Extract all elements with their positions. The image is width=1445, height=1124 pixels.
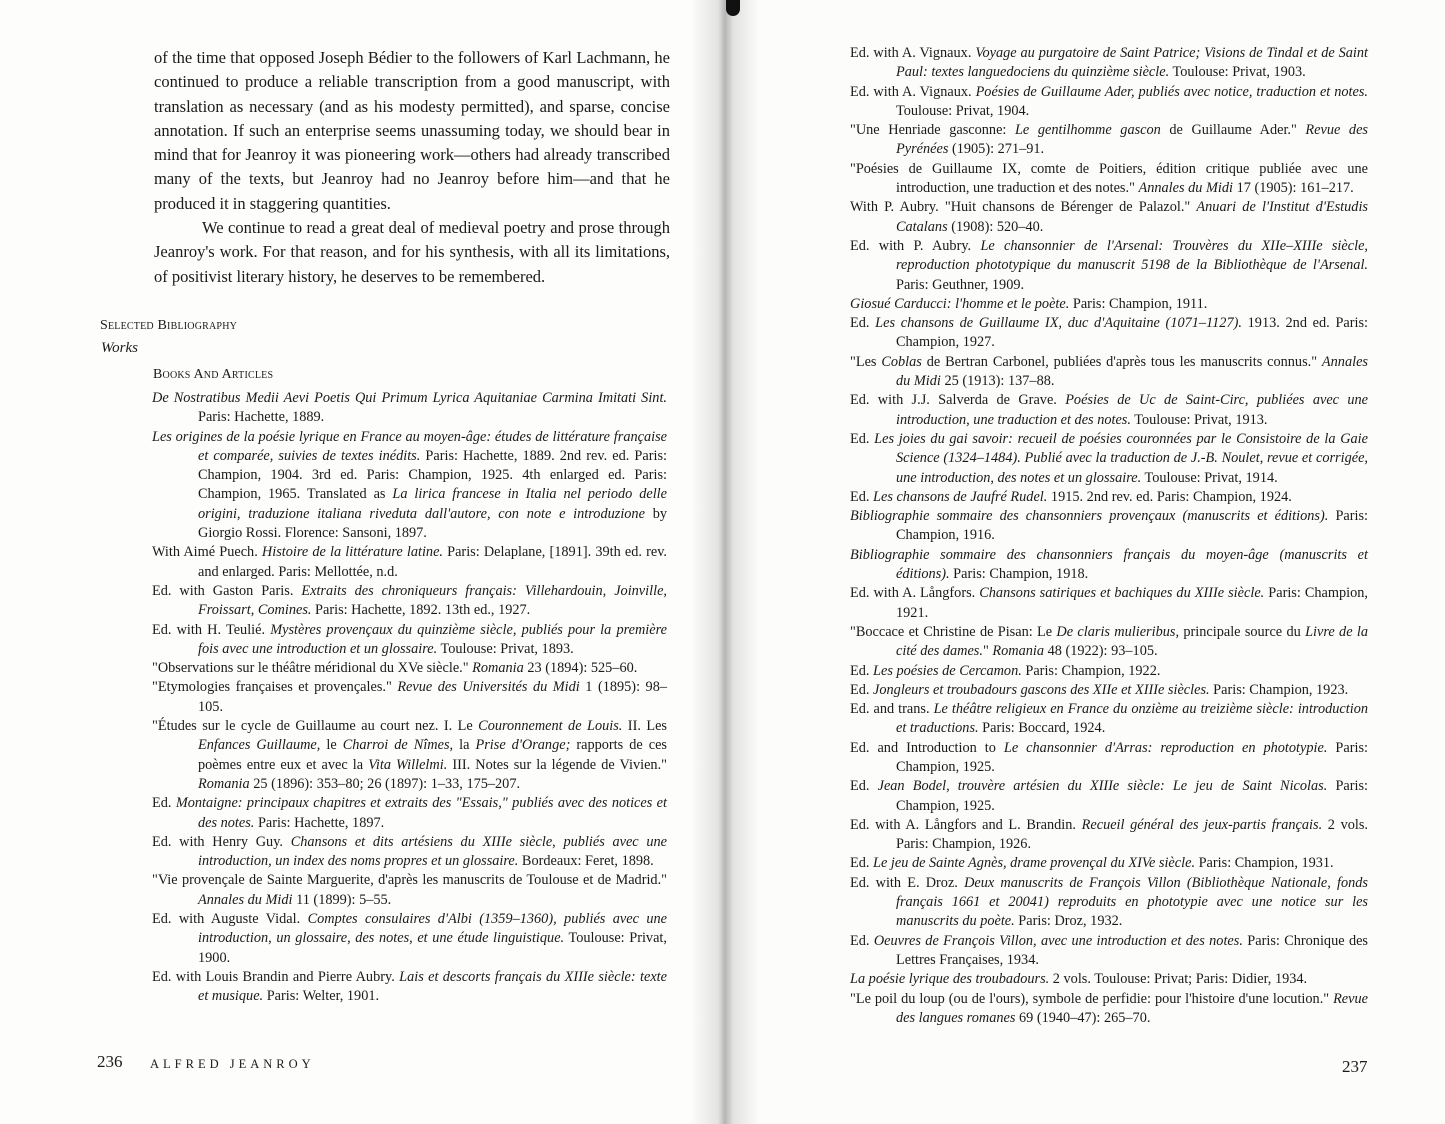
bibliography-entry: Ed. Les chansons de Guillaume IX, duc d'Aquitaine (1071–1127). 1913. 2nd ed. Paris: Champion, 1927.: [850, 315, 1369, 351]
bibliography-entry: Ed. Jean Bodel, trouvère artésien du XIIIe siècle: Le jeu de Saint Nicolas. Paris: Champion, 1925.: [850, 778, 1369, 814]
bibliography-entry: Ed. with H. Teulié. Mystères provençaux du quinzième siècle, publiés pour la première fois avec une introduction et un glossaire. Toulouse: Privat, 1893.: [152, 621, 667, 657]
bibliography-entry: "Études sur le cycle de Guillaume au court nez. I. Le Couronnement de Louis. II. Les Enfances Guillaume, le Charroi de Nîmes, la Prise d'Orange; rapports de ces poèmes entre eux et avec la Vita Willelmi. III. Notes sur la légende de Vivien." Romania 25 (1896): 353–80; 26 (1897): 1–33, 175–207.: [152, 718, 667, 792]
paragraph: We continue to read a great deal of medieval poetry and prose through Jeanroy's work. For that reason, and for his synthesis, with all its limitations, of positivist literary history, he deserves to be remembered.: [154, 218, 670, 286]
bibliography-entry: Ed. Les poésies de Cercamon. Paris: Champion, 1922.: [850, 662, 1161, 679]
paragraph: of the time that opposed Joseph Bédier to the followers of Karl Lachmann, he continued to produce a reliable transcription from a good manuscript, with translation as necessary (and as his modesty permitted), and sparse, concise annotation. If such an enterprise seems unassuming today, we should bear in mind that for Jeanroy it was pioneering work—others had already transcribed many of the texts, but Jeanroy had no Jeanroy before him—and that he produced it in staggering quantities.: [154, 48, 670, 213]
category-heading: Books And Articles: [153, 367, 274, 382]
section-heading: Selected Bibliography: [100, 318, 238, 333]
bibliography-entry: With P. Aubry. "Huit chansons de Bérenger de Palazol." Anuari de l'Institut d'Estudis Catalans (1908): 520–40.: [850, 199, 1368, 235]
bibliography-entry: "Etymologies françaises et provençales." Revue des Universités du Midi 1 (1895): 98–105.: [152, 679, 668, 715]
bibliography-entry: Ed. with Louis Brandin and Pierre Aubry. Lais et descorts français du XIIIe siècle: texte et musique. Paris: Welter, 1901.: [152, 968, 667, 1005]
bibliography-entry: Ed. with J.J. Salverda de Grave. Poésies de Uc de Saint-Circ, publiées avec une introduction, une traduction et des notes. Toulouse: Privat, 1913.: [850, 392, 1368, 428]
bibliography-entry: "Poésies de Guillaume IX, comte de Poitiers, édition critique publiée avec une introduction, une traduction et des notes." Annales du Midi 17 (1905): 161–217.: [850, 160, 1368, 197]
bibliography-entry: "Boccace et Christine de Pisan: Le De claris mulieribus, principale source du Livre de la cité des dames." Romania 48 (1922): 93–105.: [850, 623, 1368, 660]
bibliography-entry: "Une Henriade gasconne: Le gentilhomme gascon de Guillaume Ader." Revue des Pyrénées (1905): 271–91.: [850, 122, 1368, 158]
bibliography-entry: Ed. and trans. Le théâtre religieux en France du onzième au treizième siècle: introduction et traductions. Paris: Boccard, 1924.: [850, 701, 1368, 737]
bibliography-entry: Ed. with P. Aubry. Le chansonnier de l'Arsenal: Trouvères du XIIe–XIIIe siècle, reproduction phototypique du manuscrit 5198 de la Bibliothèque de l'Arsenal. Paris: Geuthner, 1909.: [850, 237, 1368, 293]
bibliography-list: [850, 44, 1368, 1028]
bibliography-entry: Giosué Carducci: l'homme et le poète. Paris: Champion, 1911.: [850, 295, 1208, 312]
subsection-heading: Works: [101, 340, 138, 356]
bibliography-entry: Bibliographie sommaire des chansonniers français du moyen-âge (manuscrits et éditions). Paris: Champion, 1918.: [850, 546, 1368, 583]
bibliography-entry: Ed. and Introduction to Le chansonnier d'Arras: reproduction en phototypie. Paris: Champion, 1925.: [850, 739, 1368, 775]
bibliography-entry: "Le poil du loup (ou de l'ours), symbole de perfidie: pour l'histoire d'une locution." Revue des langues romanes 69 (1940–47): 265–70.: [850, 990, 1368, 1026]
bibliography-entry: "Vie provençale de Sainte Marguerite, d'après les manuscrits de Toulouse et de Madrid." Annales du Midi 11 (1899): 5–55.: [152, 872, 667, 908]
bibliography-entry: De Nostratibus Medii Aevi Poetis Qui Primum Lyrica Aquitaniae Carmina Imitati Sint. Paris: Hachette, 1889.: [152, 390, 667, 426]
bibliography-entry: Ed. with E. Droz. Deux manuscrits de François Villon (Bibliothèque Nationale, fonds français 1661 et 20041) reproduits en phototypie avec une notice sur les manuscrits du poète. Paris: Droz, 1932.: [850, 874, 1368, 930]
bibliography-entry: Ed. Montaigne: principaux chapitres et extraits des "Essais," publiés avec des notices et des notes. Paris: Hachette, 1897.: [152, 795, 668, 831]
bibliography-entry: Ed. Le jeu de Sainte Agnès, drame provençal du XIVe siècle. Paris: Champion, 1931.: [850, 855, 1334, 872]
bibliography-entry: Ed. with A. Långfors. Chansons satiriques et bachiques du XIIIe siècle. Paris: Champion, 1921.: [850, 585, 1368, 621]
page-number: 236: [97, 1052, 123, 1071]
bibliography-entry: Ed. Oeuvres de François Villon, avec une introduction et des notes. Paris: Chronique des Lettres Françaises, 1934.: [850, 932, 1368, 968]
bibliography-entry: Ed. with Auguste Vidal. Comptes consulaires d'Albi (1359–1360), publiés avec une introduction, un glossaire, des notes, et une étude linguistique. Toulouse: Privat, 1900.: [152, 911, 667, 966]
binding-edge: [726, 0, 740, 16]
bibliography-entry: Ed. Jongleurs et troubadours gascons des XIIe et XIIIe siècles. Paris: Champion, 1923.: [850, 681, 1349, 698]
bibliography-entry: Ed. with A. Vignaux. Voyage au purgatoire de Saint Patrice; Visions de Tindal et de Saint Paul: textes languedociens du quinzième siècle. Toulouse: Privat, 1903.: [850, 45, 1368, 81]
body-text: [154, 46, 670, 289]
bibliography-entry: Ed. with Gaston Paris. Extraits des chroniqueurs français: Villehardouin, Joinville, Froissart, Comines. Paris: Hachette, 1892. 13th ed., 1927.: [152, 582, 667, 619]
page-number: 237: [1342, 1057, 1368, 1076]
left-page: [0, 0, 722, 1124]
bibliography-entry: Ed. with Henry Guy. Chansons et dits artésiens du XIIIe siècle, publiés avec une introduction, un index des noms propres et un glossaire. Bordeaux: Feret, 1898.: [152, 833, 668, 870]
bibliography-entry: Ed. Les joies du gai savoir: recueil de poésies couronnées par le Consistoire de la Gaie Science (1324–1484). Publié avec la traduction de J.-B. Noulet, revue et corrigée, une introduction, des notes et un glossaire. Toulouse: Privat, 1914.: [850, 430, 1368, 486]
bibliography-entry: "Observations sur le théâtre méridional du XVe siècle." Romania 23 (1894): 525–60.: [152, 660, 638, 677]
bibliography-entry: Bibliographie sommaire des chansonniers provençaux (manuscrits et éditions). Paris: Champion, 1916.: [850, 508, 1369, 544]
bibliography-entry: La poésie lyrique des troubadours. 2 vols. Toulouse: Privat; Paris: Didier, 1934.: [850, 971, 1308, 988]
bibliography-entry: With Aimé Puech. Histoire de la littérature latine. Paris: Delaplane, [1891]. 39th ed. rev. and enlarged. Paris: Mellottée, n.d.: [152, 544, 667, 580]
bibliography-list: [152, 389, 667, 1007]
bibliography-entry: Ed. with A. Långfors and L. Brandin. Recueil général des jeux-partis français. 2 vols. Paris: Champion, 1926.: [850, 816, 1368, 853]
bibliography-entry: Ed. Les chansons de Jaufré Rudel. 1915. 2nd rev. ed. Paris: Champion, 1924.: [850, 488, 1292, 505]
bibliography-entry: Ed. with A. Vignaux. Poésies de Guillaume Ader, publiés avec notice, traduction et notes. Toulouse: Privat, 1904.: [850, 83, 1369, 119]
running-head: ALFRED JEANROY: [150, 1057, 315, 1071]
bibliography-entry: Les origines de la poésie lyrique en France au moyen-âge: études de littérature française et comparée, suivies de textes inédits. Paris: Hachette, 1889. 2nd rev. ed. Paris: Champion, 1904. 3rd ed. Paris: Champion, 1925. 4th enlarged ed. Paris: Champion, 1965. Translated as La lirica francese in Italia nel periodo delle origini, traduzione italiana riveduta dall'autore, con note e introduzione by Giorgio Rossi. Florence: Sansoni, 1897.: [152, 428, 667, 542]
bibliography-entry: "Les Coblas de Bertran Carbonel, publiées d'après tous les manuscrits connus." Annales du Midi 25 (1913): 137–88.: [850, 353, 1368, 390]
